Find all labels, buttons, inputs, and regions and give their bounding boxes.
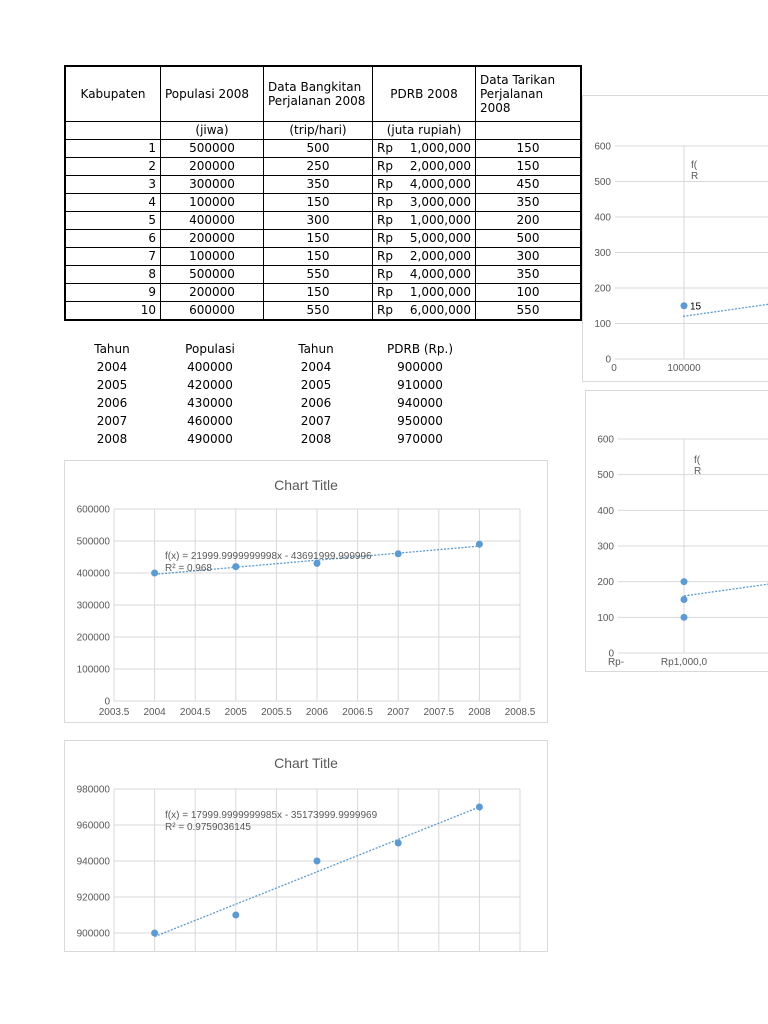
y-tick-label: 400000 — [76, 568, 110, 580]
table-row — [65, 230, 581, 248]
y-tick-label: 400 — [594, 212, 611, 224]
y-tick-label: 900000 — [76, 928, 110, 940]
data-point — [681, 596, 688, 603]
y-tick-label: 500000 — [76, 536, 110, 548]
tarikan-cell: 300 — [476, 248, 582, 266]
tarikan-cell: 500 — [476, 230, 582, 248]
kabupaten-cell: 9 — [65, 284, 161, 302]
y-tick-label: 200 — [594, 283, 611, 295]
population-chart-svg — [65, 461, 547, 722]
pdrb-cell — [373, 284, 476, 302]
yearly-table — [70, 340, 490, 450]
chart-title: Chart Title — [274, 477, 338, 493]
x-tick-label: 2007 — [387, 707, 410, 718]
tarikan-cell: 100 — [476, 284, 582, 302]
unit-cell — [65, 122, 161, 140]
x-tick-label: Rp1,000,0 — [660, 657, 708, 668]
data-table — [64, 65, 582, 321]
populasi-cell: 100000 — [161, 248, 264, 266]
y-tick-label: 0 — [605, 354, 611, 366]
data-point — [681, 578, 688, 585]
x-tick-label: 2005.5 — [261, 707, 292, 718]
bangkitan-cell: 150 — [264, 248, 373, 266]
table-row — [65, 158, 581, 176]
cell: 490000 — [187, 432, 233, 446]
x-tick-label: Rp- — [607, 657, 625, 668]
pdrb-value: 4,000,000 — [409, 177, 471, 191]
bangkitan-chart[interactable] — [582, 95, 768, 382]
y-tick-label: 0 — [608, 648, 614, 660]
populasi-cell: 500000 — [161, 140, 264, 158]
cell: 2008 — [96, 432, 128, 446]
unit-cell — [476, 122, 582, 140]
unit-cell: (juta rupiah) — [373, 122, 476, 140]
column-header: Tahun — [298, 342, 334, 356]
pdrb-value: 5,000,000 — [409, 231, 471, 245]
pdrb-cell — [373, 302, 476, 321]
y-tick-label: 500 — [597, 470, 614, 482]
bangkitan-cell: 550 — [264, 266, 373, 284]
header-populasi: Populasi 2008 — [161, 66, 264, 122]
data-point — [476, 804, 483, 811]
trendline-equation: f( — [691, 160, 698, 171]
populasi-cell: 400000 — [161, 212, 264, 230]
tahun-column — [286, 340, 346, 446]
kabupaten-cell: 7 — [65, 248, 161, 266]
table-header-row — [65, 66, 581, 122]
y-tick-label: 0 — [104, 696, 110, 708]
cell: 2004 — [96, 360, 128, 374]
r-squared-label: R² = 0.968 — [165, 563, 212, 574]
data-point — [151, 930, 158, 937]
table-row — [65, 284, 581, 302]
column-header: Populasi — [185, 342, 235, 356]
data-point — [681, 302, 688, 309]
data-point — [232, 563, 239, 570]
currency-label: Rp — [377, 285, 393, 299]
trendline-equation: f(x) = 21999.9999999998x - 43691999.999996 — [165, 551, 372, 562]
pdrb-value: 1,000,000 — [409, 285, 471, 299]
x-tick-label: 2007.5 — [423, 707, 455, 718]
cell: 430000 — [187, 396, 233, 410]
table-row — [65, 140, 581, 158]
pdrb-chart-svg — [65, 741, 547, 951]
pdrb-value: 1,000,000 — [409, 141, 471, 155]
y-tick-label: 300 — [597, 541, 614, 553]
cell: 2005 — [96, 378, 128, 392]
populasi-cell: 200000 — [161, 230, 264, 248]
table-row — [65, 248, 581, 266]
tarikan-chart[interactable] — [585, 390, 768, 672]
x-tick-label: 2005 — [224, 707, 247, 718]
header-tarikan: Data Tarikan Perjalanan 2008 — [476, 66, 582, 122]
y-tick-label: 200000 — [76, 632, 110, 644]
pdrb-cell — [373, 212, 476, 230]
tarikan-cell: 200 — [476, 212, 582, 230]
y-tick-label: 300000 — [76, 600, 110, 612]
table-row — [65, 194, 581, 212]
x-tick-label: 2006.5 — [342, 707, 373, 718]
trendline — [684, 582, 768, 596]
y-tick-label: 400 — [597, 505, 614, 517]
data-point — [232, 912, 239, 919]
kabupaten-cell: 5 — [65, 212, 161, 230]
populasi-cell: 600000 — [161, 302, 264, 321]
currency-label: Rp — [377, 249, 393, 263]
kabupaten-cell: 3 — [65, 176, 161, 194]
cell: 910000 — [397, 378, 443, 392]
cell: 2007 — [300, 414, 332, 428]
tarikan-cell: 450 — [476, 176, 582, 194]
data-point — [476, 541, 483, 548]
pdrb-value: 2,000,000 — [409, 159, 471, 173]
x-tick-label: 2004 — [143, 707, 166, 718]
table-units-row — [65, 122, 581, 140]
y-tick-label: 300 — [594, 248, 611, 259]
cell: 950000 — [397, 414, 443, 428]
y-tick-label: 500 — [594, 177, 611, 188]
bangkitan-cell: 500 — [264, 140, 373, 158]
point-label: 15 — [690, 301, 702, 313]
x-tick-label: 2008 — [468, 707, 491, 718]
table-row — [65, 212, 581, 230]
unit-cell: (jiwa) — [161, 122, 264, 140]
unit-cell: (trip/hari) — [264, 122, 373, 140]
currency-label: Rp — [377, 159, 393, 173]
kabupaten-cell: 8 — [65, 266, 161, 284]
tarikan-cell: 550 — [476, 302, 582, 321]
data-point — [314, 858, 321, 865]
pdrb-cell — [373, 266, 476, 284]
column-header: PDRB (Rp.) — [387, 342, 453, 356]
table-row — [65, 266, 581, 284]
cell: 400000 — [187, 360, 233, 374]
chart-title: Chart Title — [274, 755, 338, 771]
trendline-equation: f(x) = 17999.9999999985x - 35173999.9999969 — [165, 810, 378, 821]
pdrb-cell — [373, 230, 476, 248]
y-tick-label: 100000 — [76, 664, 110, 676]
currency-label: Rp — [377, 303, 393, 317]
tarikan-cell: 150 — [476, 140, 582, 158]
data-point — [395, 550, 402, 557]
pdrb-cell — [373, 158, 476, 176]
bangkitan-cell: 250 — [264, 158, 373, 176]
cell: 900000 — [397, 360, 443, 374]
currency-label: Rp — [377, 177, 393, 191]
cell: 970000 — [397, 432, 443, 446]
cell: 2006 — [300, 396, 332, 410]
r-squared-label: R — [694, 466, 702, 477]
pdrb-cell — [373, 248, 476, 266]
currency-label: Rp — [377, 141, 393, 155]
bangkitan-cell: 300 — [264, 212, 373, 230]
cell: 940000 — [397, 396, 443, 410]
tarikan-chart-svg — [586, 391, 768, 671]
cell: 2006 — [96, 396, 128, 410]
kabupaten-cell: 2 — [65, 158, 161, 176]
populasi-cell: 500000 — [161, 266, 264, 284]
population-chart[interactable] — [64, 460, 548, 723]
x-tick-label: 2008.5 — [504, 707, 536, 718]
bangkitan-cell: 150 — [264, 284, 373, 302]
populasi-column — [180, 340, 240, 446]
pdrb-value: 4,000,000 — [409, 267, 471, 281]
pdrb-chart[interactable] — [64, 740, 548, 952]
currency-label: Rp — [377, 195, 393, 209]
populasi-cell: 200000 — [161, 158, 264, 176]
cell: 2008 — [300, 432, 332, 446]
pdrb-value: 2,000,000 — [409, 249, 471, 263]
r-squared-label: R — [691, 171, 699, 182]
bangkitan-chart-svg — [583, 96, 768, 381]
kabupaten-cell: 10 — [65, 302, 161, 321]
tahun-column — [82, 340, 142, 446]
table-row — [65, 302, 581, 321]
y-tick-label: 600 — [594, 141, 611, 153]
tarikan-cell: 150 — [476, 158, 582, 176]
y-tick-label: 200 — [597, 577, 614, 589]
x-tick-label: 2006 — [305, 707, 329, 718]
y-tick-label: 960000 — [76, 820, 110, 832]
pdrb-cell — [373, 176, 476, 194]
cell: 460000 — [187, 414, 233, 428]
pdrb-value: 1,000,000 — [409, 213, 471, 227]
bangkitan-cell: 550 — [264, 302, 373, 321]
data-point — [395, 840, 402, 847]
bangkitan-cell: 350 — [264, 176, 373, 194]
pdrb-cell — [373, 194, 476, 212]
kabupaten-cell: 4 — [65, 194, 161, 212]
populasi-cell: 300000 — [161, 176, 264, 194]
header-pdrb: PDRB 2008 — [373, 66, 476, 122]
y-tick-label: 100 — [597, 612, 614, 624]
cell: 420000 — [187, 378, 233, 392]
pdrb-value: 3,000,000 — [409, 195, 471, 209]
trendline-equation: f( — [694, 455, 701, 466]
y-tick-label: 100 — [594, 319, 611, 330]
kabupaten-cell: 6 — [65, 230, 161, 248]
cell: 2007 — [96, 414, 128, 428]
y-tick-label: 920000 — [76, 892, 110, 904]
y-tick-label: 600000 — [76, 504, 110, 516]
populasi-cell: 100000 — [161, 194, 264, 212]
x-tick-label: 2004.5 — [179, 707, 211, 718]
column-header: Tahun — [94, 342, 130, 356]
bangkitan-cell: 150 — [264, 194, 373, 212]
kabupaten-cell: 1 — [65, 140, 161, 158]
currency-label: Rp — [377, 213, 393, 227]
pdrb-cell — [373, 140, 476, 158]
x-tick-label: 0 — [611, 363, 617, 374]
cell: 2005 — [300, 378, 332, 392]
bangkitan-cell: 150 — [264, 230, 373, 248]
y-tick-label: 980000 — [76, 784, 110, 796]
currency-label: Rp — [377, 231, 393, 245]
data-point — [681, 614, 688, 621]
populasi-cell: 200000 — [161, 284, 264, 302]
x-tick-label: 100000 — [667, 363, 701, 374]
header-kabupaten: Kabupaten — [65, 66, 161, 122]
x-tick-label: 2003.5 — [98, 707, 130, 718]
table-row — [65, 176, 581, 194]
currency-label: Rp — [377, 267, 393, 281]
pdrb-column — [370, 340, 470, 446]
y-tick-label: 940000 — [76, 856, 110, 868]
tarikan-cell: 350 — [476, 194, 582, 212]
y-tick-label: 600 — [597, 434, 614, 446]
cell: 2004 — [300, 360, 332, 374]
pdrb-value: 6,000,000 — [409, 303, 471, 317]
header-bangkitan: Data Bangkitan Perjalanan 2008 — [264, 66, 373, 122]
tarikan-cell: 350 — [476, 266, 582, 284]
r-squared-label: R² = 0.9759036145 — [165, 822, 251, 833]
data-point — [151, 570, 158, 577]
